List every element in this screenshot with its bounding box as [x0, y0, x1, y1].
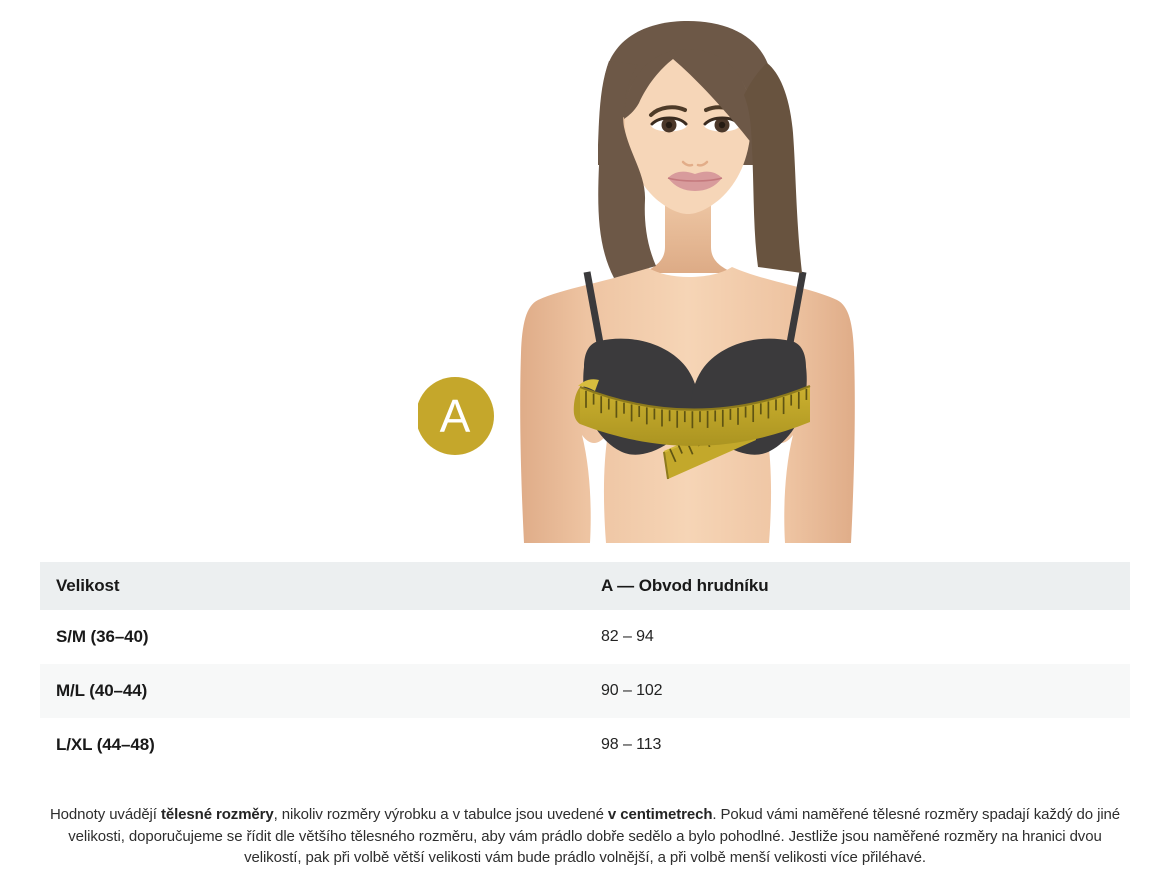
measure-badge-label: A [439, 390, 471, 442]
measure-point-a-badge [418, 377, 494, 455]
pupil-left [666, 122, 672, 128]
size-table [40, 562, 1130, 772]
cell-size: L/XL (44–48) [56, 735, 155, 754]
note-text-bold: v centimetrech [607, 806, 713, 823]
cell-chest: 98 – 113 [601, 736, 662, 753]
hair-strand-right [744, 63, 802, 273]
note-text: Hodnoty uvádějí [49, 806, 161, 823]
table-row [40, 664, 1130, 718]
cell-size: S/M (36–40) [56, 627, 149, 646]
woman-measuring-tape-illustration [418, 15, 888, 545]
table-header-row [40, 562, 1130, 610]
size-note [40, 804, 1130, 869]
cell-chest: 90 – 102 [601, 682, 663, 699]
cell-chest: 82 – 94 [601, 628, 654, 645]
table-row [40, 610, 1130, 664]
pupil-right [719, 122, 725, 128]
note-text: , nikoliv rozměry výrobku a v tabulce jsou uvedené [273, 806, 608, 823]
cell-size: M/L (40–44) [56, 681, 148, 700]
note-text-bold: tělesné rozměry [160, 806, 274, 823]
header-cell-chest: A — Obvod hrudníku [601, 576, 769, 595]
table-row [40, 718, 1130, 772]
note-text: . Pokud vámi naměřené tělesné rozměry spadají každý do jiné velikosti, doporučujeme se řídit dle většího tělesného rozměru, aby vám prádlo dobře sedělo a bylo pohodlné. Jestliže jsou naměřené rozměry na hranici dvou velikostí, pak při volbě větší velikosti vám bude prádlo volnější, a při volbě menší velikosti více přiléhavé. [68, 806, 1121, 866]
header-cell-size: Velikost [56, 576, 120, 595]
figure-illustration [418, 15, 888, 545]
